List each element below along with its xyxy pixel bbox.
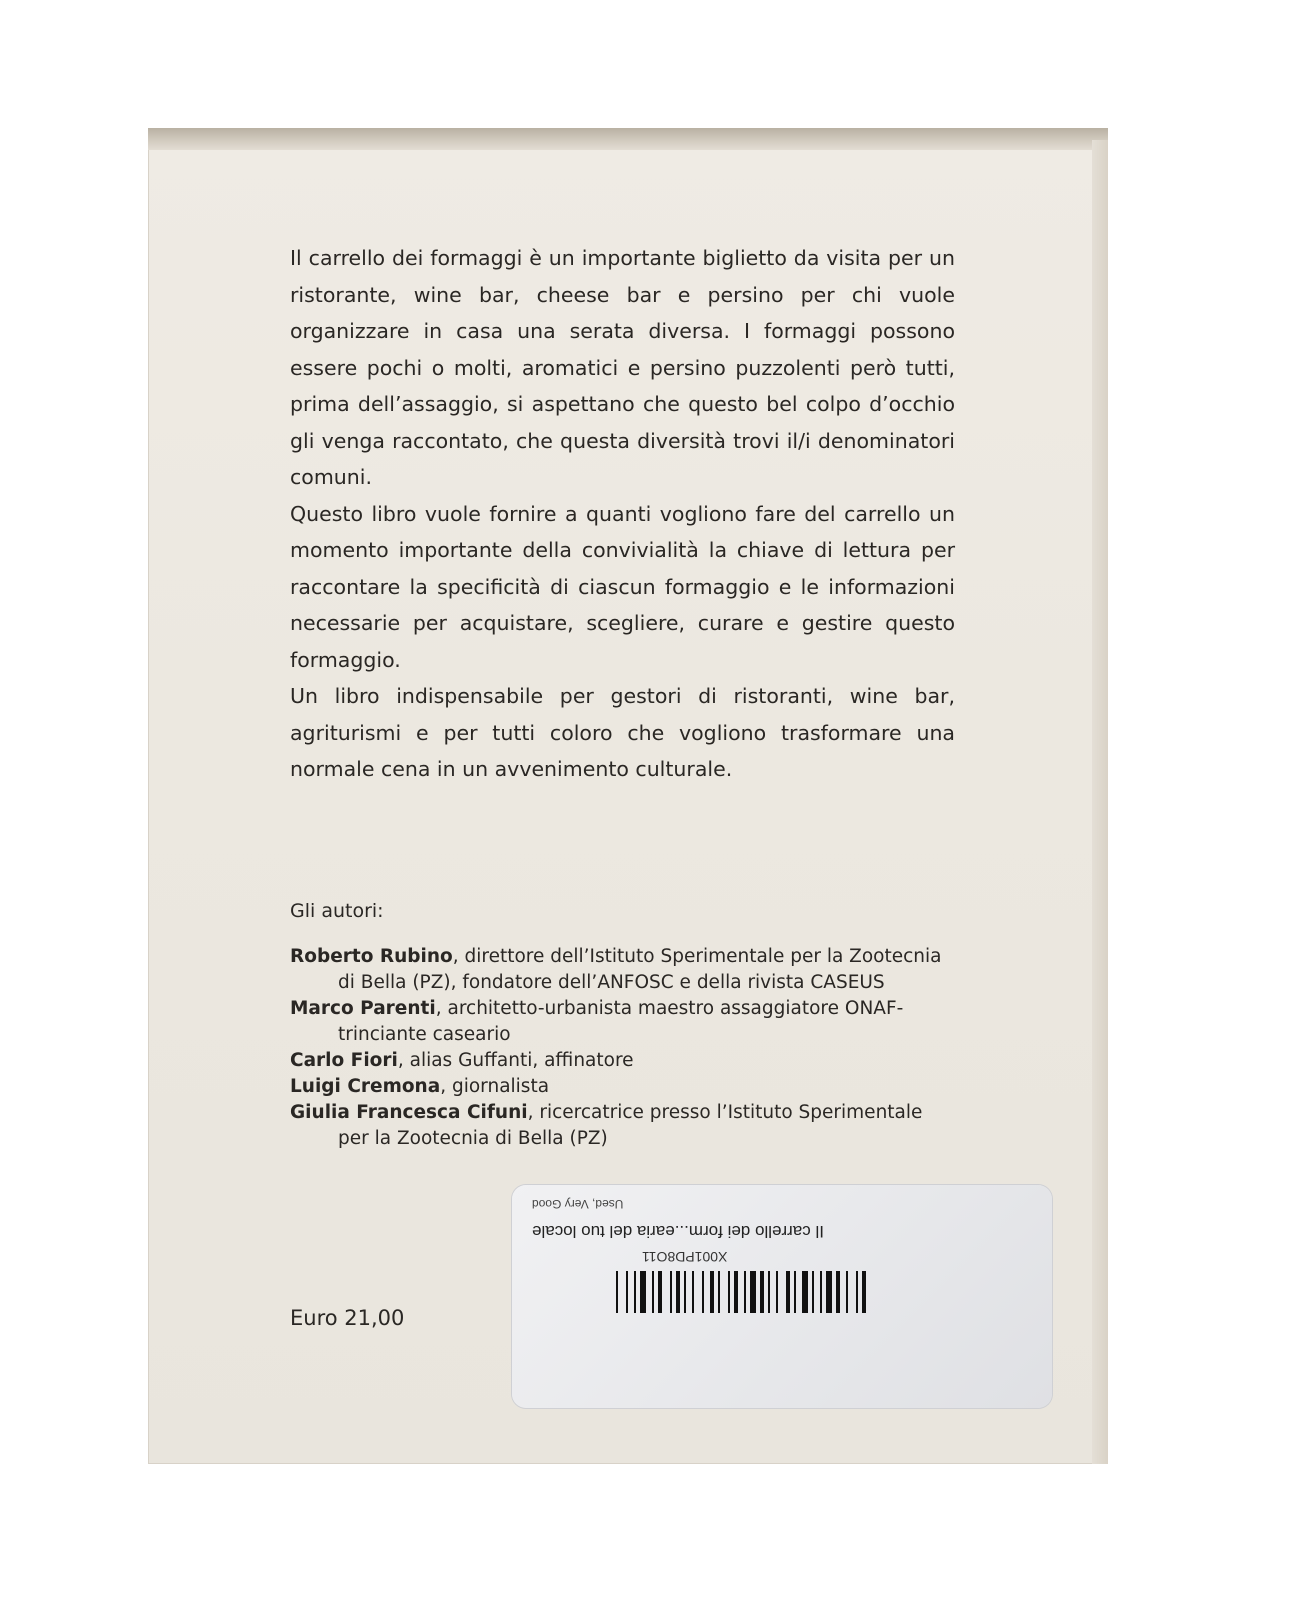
author-item — [290, 1074, 955, 1100]
blurb-paragraph-2: Questo libro vuole fornire a quanti vogliono fare del carrello un momento importante della convivialità la chiave di lettura per raccontare la specificità di ciascun formaggio e le informazioni necessarie per acquistare, scegliere, curare e gestire questo formaggio. — [290, 501, 955, 672]
sticker-content-rotated — [512, 1185, 1052, 1408]
author-name: Giulia Francesca Cifuni — [290, 1102, 528, 1123]
author-item — [290, 996, 955, 1048]
author-name: Carlo Fiori — [290, 1050, 398, 1071]
author-item — [290, 1100, 955, 1152]
price-label: Euro 21,00 — [290, 1306, 405, 1330]
blurb-text — [290, 240, 955, 788]
author-name: Roberto Rubino — [290, 946, 453, 967]
author-role: , direttore dell’Istituto Sperimentale per la Zootecnia di Bella (PZ), fondatore dell’ANFOSC e della rivista CASEUS — [338, 946, 942, 993]
authors-list — [290, 944, 955, 1152]
sticker-title: Il carrello dei form...earia del tuo locale — [532, 1222, 824, 1241]
sticker-condition: Used, Very Good — [532, 1197, 624, 1211]
sticker-code: X001PD8O11 — [642, 1249, 728, 1265]
barcode-graphic — [548, 1271, 868, 1313]
book-top-edge — [148, 128, 1108, 150]
authors-heading: Gli autori: — [290, 900, 384, 922]
blurb-paragraph-3: Un libro indispensabile per gestori di ristoranti, wine bar, agriturismi e per tutti coloro che vogliono trasformare una normale cena in un avvenimento culturale. — [290, 684, 955, 781]
blurb-paragraph-1: Il carrello dei formaggi è un importante biglietto da visita per un ristorante, wine bar, cheese bar e persino per chi vuole organizzare in casa una serata diversa. I formaggi possono essere pochi o molti, aromatici e persino puzzolenti però tutti, prima dell’assaggio, si aspettano che questo bel colpo d’occhio gli venga raccontato, che questa diversità trovi il/i denominatori comuni. — [290, 246, 955, 489]
author-role: , giornalista — [440, 1076, 550, 1097]
author-item — [290, 944, 955, 996]
author-role: , ricercatrice presso l’Istituto Sperimentale per la Zootecnia di Bella (PZ) — [338, 1102, 923, 1149]
author-name: Luigi Cremona — [290, 1076, 441, 1097]
book-spine-edge — [1092, 140, 1108, 1464]
author-role: , alias Guffanti, affinatore — [397, 1050, 634, 1071]
author-name: Marco Parenti — [290, 998, 436, 1019]
author-item — [290, 1048, 955, 1074]
barcode-sticker — [512, 1185, 1052, 1408]
author-role: , architetto-urbanista maestro assaggiatore ONAF-trinciante caseario — [338, 998, 904, 1045]
